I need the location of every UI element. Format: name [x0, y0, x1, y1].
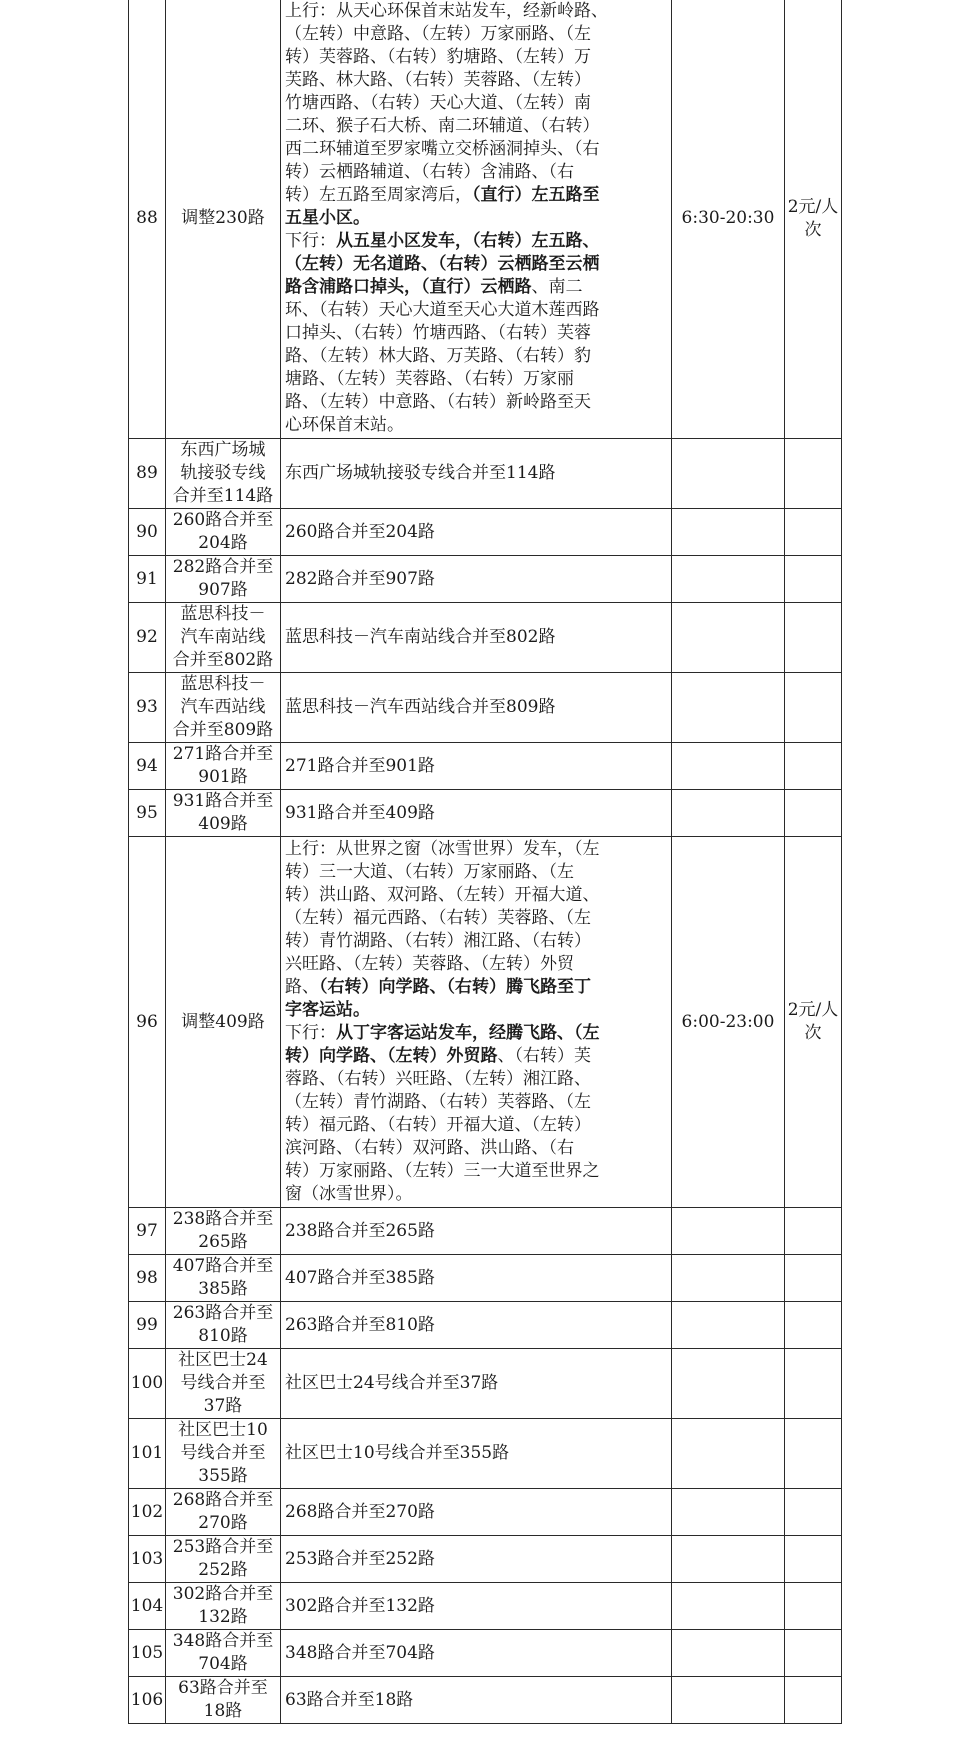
plain-text: 芙路、林大路、（右转）芙蓉路、（左转）: [285, 70, 591, 90]
description-line: [285, 1114, 667, 1137]
route-name-line: 号线合并至: [180, 1443, 266, 1463]
plain-text: 心环保首末站。: [285, 415, 404, 435]
route-name-line: 355路: [198, 1466, 248, 1486]
route-name-line: 268路合并至: [172, 1490, 274, 1510]
service-hours: [672, 603, 785, 673]
plain-text: 931路合并至409路: [285, 802, 435, 823]
route-name-line: 合并至809路: [172, 720, 274, 740]
route-name-line: 270路: [198, 1513, 248, 1533]
route-adjustment-table: [128, 0, 842, 1724]
fare: [785, 556, 842, 603]
fare: [785, 673, 842, 743]
row-number: 93: [129, 673, 166, 743]
description-line: [285, 884, 667, 907]
plain-text: 社区巴士24号线合并至37路: [285, 1373, 499, 1393]
description-line: [285, 1267, 667, 1290]
route-name-line: 东西广场城: [180, 440, 266, 460]
service-hours: [672, 790, 785, 837]
plain-text: 260路合并至204路: [285, 521, 435, 542]
fare: [785, 1208, 842, 1255]
plain-text: 转）左五路至周家湾后，: [285, 185, 472, 205]
route-name-line: 37路: [203, 1396, 243, 1416]
description-line: [285, 1160, 667, 1183]
description-line: [285, 930, 667, 953]
plain-text: （左转）福元西路、（右转）芙蓉路、（左: [285, 908, 591, 928]
route-name: 调整409路: [166, 837, 281, 1208]
plain-text: 口掉头、（右转）竹塘西路、（右转）芙蓉: [285, 323, 591, 343]
route-name-line: 282路合并至: [172, 557, 274, 577]
fare: [785, 743, 842, 790]
row-number: 90: [129, 509, 166, 556]
route-name: 调整230路: [166, 0, 281, 439]
route-description: [281, 603, 672, 673]
fare: [785, 1302, 842, 1349]
plain-text: 滨河路、（右转）双河路、洪山路、（右: [285, 1138, 574, 1158]
description-line: [285, 230, 667, 253]
service-hours: [672, 556, 785, 603]
plain-text: 271路合并至901路: [285, 755, 435, 776]
table-row: [129, 1677, 842, 1724]
route-description: [281, 1583, 672, 1630]
route-name: [166, 509, 281, 556]
route-name: [166, 1419, 281, 1489]
description-line: [285, 276, 667, 299]
route-name-line: 132路: [198, 1607, 248, 1627]
route-description: [281, 743, 672, 790]
bold-text: 路含浦路口掉头，（直行）云栖路: [285, 277, 532, 297]
route-name-line: 907路: [198, 580, 248, 600]
route-description: [281, 1677, 672, 1724]
service-hours: [672, 509, 785, 556]
fare: [785, 1349, 842, 1419]
route-name: [166, 673, 281, 743]
plain-text: 268路合并至270路: [285, 1501, 435, 1522]
description-line: [285, 861, 667, 884]
description-line: [285, 462, 667, 485]
description-line: [285, 1548, 667, 1571]
service-hours: [672, 1419, 785, 1489]
route-name: [166, 1208, 281, 1255]
plain-text: 窗（冰雪世界）。: [285, 1184, 413, 1204]
plain-text: 二环、猴子石大桥、南二环辅道、（右转）: [285, 116, 600, 136]
service-hours: [672, 1349, 785, 1419]
description-line: [285, 138, 667, 161]
route-name: [166, 1255, 281, 1302]
table-row: [129, 1489, 842, 1536]
description-line: [285, 414, 667, 437]
plain-text: 、（右转）芙: [497, 1046, 591, 1066]
route-name-line: 号线合并至: [180, 1373, 266, 1393]
description-line: [285, 999, 667, 1022]
route-name: [166, 1536, 281, 1583]
service-hours: [672, 1489, 785, 1536]
description-line: [285, 696, 667, 719]
bold-text: （左转）无名道路、（右转）云栖路至云栖: [285, 254, 600, 274]
route-name-line: 252路: [198, 1560, 248, 1580]
description-line: [285, 1022, 667, 1045]
description-line: [285, 184, 667, 207]
plain-text: 下行：: [285, 231, 336, 251]
row-number: 100: [129, 1349, 166, 1419]
route-name-line: 合并至802路: [172, 650, 274, 670]
route-name-line: 汽车西站线: [180, 697, 266, 717]
table-row: [129, 603, 842, 673]
description-line: [285, 1183, 667, 1206]
route-name-line: 蓝思科技－: [180, 674, 266, 694]
route-name: [166, 1630, 281, 1677]
description-line: [285, 976, 667, 999]
table-row: [129, 1255, 842, 1302]
plain-text: 253路合并至252路: [285, 1548, 435, 1569]
bold-text: （直行）左五路至: [472, 185, 600, 205]
plain-text: 东西广场城轨接驳专线合并至114路: [285, 463, 556, 483]
plain-text: 蓉路、（右转）兴旺路、（左转）湘江路、: [285, 1069, 591, 1089]
route-description: [281, 439, 672, 509]
description-line: [285, 1220, 667, 1243]
plain-text: 路、（左转）中意路、（右转）新岭路至天: [285, 392, 591, 412]
plain-text: 转）芙蓉路、（右转）豹塘路、（左转）万: [285, 47, 591, 67]
description-line: [285, 207, 667, 230]
plain-text: 、南二: [531, 277, 583, 297]
row-number: 88: [129, 0, 166, 439]
plain-text: 转）三一大道、（右转）万家丽路、（左: [285, 862, 574, 882]
plain-text: 348路合并至704路: [285, 1642, 435, 1663]
row-number: 91: [129, 556, 166, 603]
route-name: [166, 743, 281, 790]
plain-text: 路、: [285, 977, 319, 997]
description-line: [285, 69, 667, 92]
fare: [785, 1489, 842, 1536]
table-row: [129, 790, 842, 837]
bold-text: 五星小区。: [285, 208, 370, 228]
route-description: [281, 509, 672, 556]
description-line: [285, 1595, 667, 1618]
plain-text: 塘路、（左转）芙蓉路、（右转）万家丽: [285, 369, 574, 389]
route-name: [166, 1302, 281, 1349]
plain-text: 蓝思科技－汽车南站线合并至802路: [285, 627, 556, 647]
route-name-line: 社区巴士24: [178, 1350, 268, 1370]
description-line: [285, 1442, 667, 1465]
service-hours: [672, 1583, 785, 1630]
plain-text: 路、（左转）林大路、万芙路、（右转）豹: [285, 346, 591, 366]
plain-text: 转）福元路、（右转）开福大道、（左转）: [285, 1115, 591, 1135]
plain-text: 下行：: [285, 1023, 336, 1043]
plain-text: 社区巴士10号线合并至355路: [285, 1443, 510, 1463]
route-name-line: 901路: [198, 767, 248, 787]
route-description: [281, 1255, 672, 1302]
fare: [785, 837, 842, 1208]
table-row: [129, 1419, 842, 1489]
route-name: [166, 1349, 281, 1419]
fare: [785, 1630, 842, 1677]
plain-text: 转）洪山路、双河路、（左转）开福大道、: [285, 885, 600, 905]
table-row: [129, 1208, 842, 1255]
route-description: [281, 1208, 672, 1255]
route-name: [166, 603, 281, 673]
table-row: [129, 1630, 842, 1677]
fare: [785, 1419, 842, 1489]
description-line: [285, 626, 667, 649]
description-line: [285, 46, 667, 69]
route-name-line: 社区巴士10: [178, 1420, 268, 1440]
route-name-line: 204路: [198, 533, 248, 553]
route-description: [281, 1536, 672, 1583]
route-name-line: 263路合并至: [172, 1303, 274, 1323]
service-hours: 6:00-23:00: [672, 837, 785, 1208]
fare: [785, 603, 842, 673]
description-line: [285, 1372, 667, 1395]
description-line: [285, 1045, 667, 1068]
description-line: [285, 1501, 667, 1524]
route-name-line: 265路: [198, 1232, 248, 1252]
route-name-line: 348路合并至: [172, 1631, 274, 1651]
description-line: [285, 1091, 667, 1114]
route-description: [281, 790, 672, 837]
bold-text: 从五星小区发车，（右转）左五路、: [336, 231, 600, 251]
route-name-line: 704路: [198, 1654, 248, 1674]
fare-line: 2元/人: [787, 1000, 839, 1020]
route-name: [166, 1583, 281, 1630]
plain-text: 263路合并至810路: [285, 1314, 435, 1335]
fare: [785, 1677, 842, 1724]
description-line: [285, 161, 667, 184]
route-name-line: 409路: [198, 814, 248, 834]
route-name-line: 271路合并至: [172, 744, 274, 764]
route-name-line: 931路合并至: [172, 791, 274, 811]
route-name-line: 蓝思科技－: [180, 604, 266, 624]
description-line: [285, 345, 667, 368]
route-name: [166, 1677, 281, 1724]
table-row: [129, 1536, 842, 1583]
fare-line: 次: [804, 219, 822, 240]
description-line: [285, 253, 667, 276]
description-line: [285, 755, 667, 778]
plain-text: （左转）中意路、（左转）万家丽路、（左: [285, 24, 591, 44]
table-row: [129, 743, 842, 790]
description-line: [285, 1068, 667, 1091]
row-number: 95: [129, 790, 166, 837]
fare-line: 2元/人: [787, 196, 839, 217]
route-description: [281, 0, 672, 439]
plain-text: （左转）青竹湖路、（右转）芙蓉路、（左: [285, 1092, 591, 1112]
route-description: [281, 1630, 672, 1677]
description-line: [285, 1137, 667, 1160]
description-line: [285, 391, 667, 414]
route-name-line: 63路合并至: [178, 1678, 268, 1698]
table-row: [129, 837, 842, 1208]
plain-text: 407路合并至385路: [285, 1267, 435, 1288]
bold-text: 字客运站。: [285, 1000, 370, 1020]
row-number: 102: [129, 1489, 166, 1536]
row-number: 94: [129, 743, 166, 790]
description-line: [285, 568, 667, 591]
table-row: [129, 673, 842, 743]
bold-text: 转）向学路、（左转）外贸路: [285, 1046, 498, 1066]
plain-text: 上行：从天心环保首末站发车，经新岭路、: [285, 1, 608, 21]
fare: [785, 509, 842, 556]
bold-text: （右转）向学路、（右转）腾飞路至丁: [319, 977, 591, 997]
plain-text: 282路合并至907路: [285, 568, 435, 589]
row-number: 104: [129, 1583, 166, 1630]
route-description: [281, 837, 672, 1208]
plain-text: 环、（右转）天心大道至天心大道木莲西路: [285, 300, 600, 320]
row-number: 89: [129, 439, 166, 509]
route-name-line: 407路合并至: [172, 1256, 274, 1276]
plain-text: 转）云栖路辅道、（右转）含浦路、（右: [285, 162, 574, 182]
table-row: [129, 556, 842, 603]
description-line: [285, 1314, 667, 1337]
row-number: 96: [129, 837, 166, 1208]
description-line: [285, 1642, 667, 1665]
table-row: [129, 1349, 842, 1419]
description-line: [285, 368, 667, 391]
service-hours: [672, 743, 785, 790]
service-hours: [672, 1208, 785, 1255]
route-description: [281, 1419, 672, 1489]
description-line: [285, 322, 667, 345]
description-line: [285, 838, 667, 861]
table-row: [129, 509, 842, 556]
route-name-line: 轨接驳专线: [180, 463, 266, 483]
fare: [785, 1536, 842, 1583]
route-name-line: 810路: [198, 1326, 248, 1346]
row-number: 106: [129, 1677, 166, 1724]
route-name: [166, 1489, 281, 1536]
fare: [785, 1255, 842, 1302]
route-name-line: 253路合并至: [172, 1537, 274, 1557]
plain-text: 转）青竹湖路、（右转）湘江路、（右转）: [285, 931, 591, 951]
description-line: [285, 953, 667, 976]
plain-text: 西二环辅道至罗家嘴立交桥涵洞掉头、（右: [285, 139, 600, 159]
description-line: [285, 802, 667, 825]
row-number: 98: [129, 1255, 166, 1302]
route-name-line: 385路: [198, 1279, 248, 1299]
description-line: [285, 23, 667, 46]
route-description: [281, 673, 672, 743]
plain-text: 238路合并至265路: [285, 1220, 435, 1241]
service-hours: 6:30-20:30: [672, 0, 785, 439]
route-name-line: 汽车南站线: [180, 627, 266, 647]
route-name-line: 合并至114路: [172, 486, 274, 506]
service-hours: [672, 1302, 785, 1349]
service-hours: [672, 439, 785, 509]
row-number: 101: [129, 1419, 166, 1489]
route-description: [281, 1349, 672, 1419]
row-number: 97: [129, 1208, 166, 1255]
plain-text: 兴旺路、（左转）芙蓉路、（左转）外贸: [285, 954, 574, 974]
table-row: [129, 0, 842, 439]
description-line: [285, 92, 667, 115]
description-line: [285, 907, 667, 930]
row-number: 99: [129, 1302, 166, 1349]
plain-text: 蓝思科技－汽车西站线合并至809路: [285, 697, 556, 717]
route-name-line: 238路合并至: [172, 1209, 274, 1229]
row-number: 105: [129, 1630, 166, 1677]
plain-text: 63路合并至18路: [285, 1689, 414, 1710]
description-line: [285, 1689, 667, 1712]
description-line: [285, 521, 667, 544]
table-row: [129, 1302, 842, 1349]
service-hours: [672, 673, 785, 743]
route-name-line: 260路合并至: [172, 510, 274, 530]
fare: [785, 0, 842, 439]
route-name: [166, 790, 281, 837]
row-number: 92: [129, 603, 166, 673]
plain-text: 转）万家丽路、（左转）三一大道至世界之: [285, 1161, 600, 1181]
fare-line: 次: [804, 1023, 822, 1043]
plain-text: 竹塘西路、（右转）天心大道、（左转）南: [285, 93, 591, 113]
route-description: [281, 1302, 672, 1349]
plain-text: 302路合并至132路: [285, 1595, 435, 1616]
service-hours: [672, 1255, 785, 1302]
table-body: [129, 0, 842, 1724]
description-line: [285, 115, 667, 138]
route-description: [281, 1489, 672, 1536]
service-hours: [672, 1630, 785, 1677]
row-number: 103: [129, 1536, 166, 1583]
description-line: [285, 299, 667, 322]
fare: [785, 1583, 842, 1630]
service-hours: [672, 1677, 785, 1724]
fare: [785, 790, 842, 837]
bold-text: 从丁字客运站发车，经腾飞路、（左: [336, 1023, 600, 1043]
service-hours: [672, 1536, 785, 1583]
plain-text: 上行：从世界之窗（冰雪世界）发车，（左: [285, 839, 600, 859]
route-name: [166, 556, 281, 603]
route-name-line: 18路: [203, 1701, 243, 1721]
fare: [785, 439, 842, 509]
route-description: [281, 556, 672, 603]
table-row: [129, 439, 842, 509]
description-line: [285, 0, 667, 23]
route-name: [166, 439, 281, 509]
table-row: [129, 1583, 842, 1630]
route-name-line: 302路合并至: [172, 1584, 274, 1604]
